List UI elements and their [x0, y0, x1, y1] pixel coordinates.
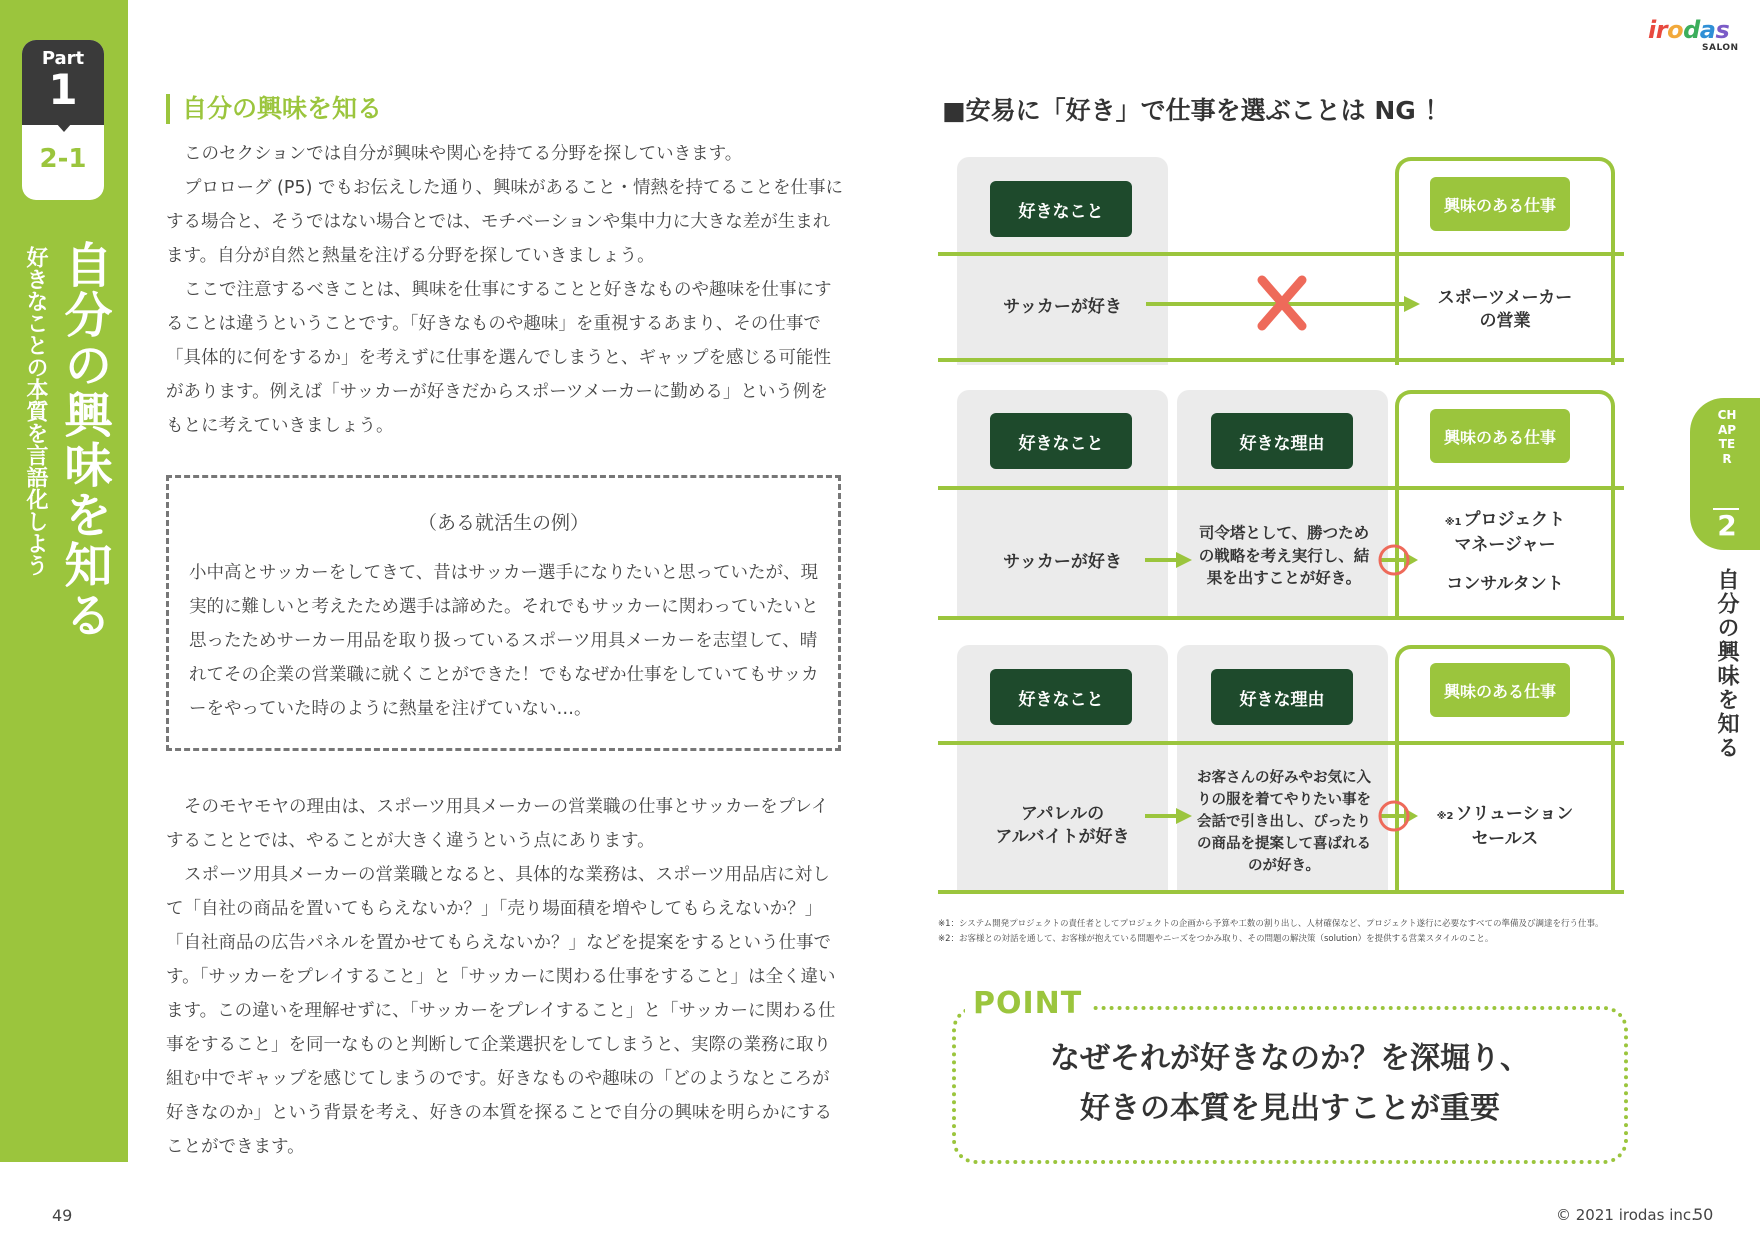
vertical-section-title: 自分の興味を知る [56, 240, 112, 640]
section-heading: 自分の興味を知る [166, 94, 382, 124]
chapter-number: 2 [1717, 509, 1737, 542]
paragraph: そのモヤモヤの理由は、スポーツ用具メーカーの営業職の仕事とサッカーをプレイすることとでは、やることが大きく違うという点にあります。 [166, 797, 829, 851]
paragraph: このセクションでは自分が興味や関心を持てる分野を探していきます。 [184, 144, 743, 164]
reason-label: 好きな理由 [1211, 413, 1353, 469]
row2-job-text: ※1 プロジェクト マネージャー [1444, 509, 1566, 555]
row1-arrow [1146, 296, 1420, 312]
example-box [166, 475, 841, 751]
like-label: 好きなこと [990, 669, 1132, 725]
paragraph: スポーツ用具メーカーの営業職となると、具体的な業務は、スポーツ用品店に対して「自社の商品を置いてもらえないか？」「売り場面積を増やしてもらえないか？」「自社商品の広告パネルを置かせてもらえないか？」などを提案をするという仕事です。「サッカーをプレイすること」と「サッカーに関わる仕事をすること」は全く違います。この違いを理解せずに、「サッカーをプレイすること」と「サッカーに関わる仕事をすること」を同一なものと判断して企業選択をしてしまうと、実際の業務に取り組む中でギャップを感じてしまうのです。好きなものや趣味の「どのようなところが好きなのか」という背景を考え、好きの本質を探ることで自分の興味を明らかにすることができます。 [166, 865, 836, 1157]
row1-job-text: スポーツメーカー の営業 [1437, 288, 1573, 331]
like-label: 好きなこと [990, 413, 1132, 469]
section-number: 2-1 [39, 144, 87, 174]
point-line: なぜそれが好きなのか？を深堀り、 [1050, 1041, 1530, 1076]
logo-wordmark: irodas [1648, 16, 1730, 44]
ng-cross-icon [1262, 280, 1302, 326]
like-label: 好きなこと [990, 181, 1132, 237]
intro-text [166, 137, 844, 443]
part-number: 1 [48, 65, 78, 114]
point-text [952, 1034, 1628, 1134]
row2-job-text-2: コンサルタント [1446, 573, 1564, 594]
diagram-title: ■安易に「好き」で仕事を選ぶことは NG ！ [942, 96, 1450, 125]
part-tab-notch [56, 123, 72, 132]
row3-reason-text: お客さんの好みやお気に入りの服を着てやりたい事を会話で引き出し、ぴったりの商品を提案して喜ばれるのが好き。 [1197, 770, 1371, 874]
table-rule [938, 252, 1624, 256]
copyright: © 2021 irodas inc. [1556, 1206, 1696, 1224]
row1-like-text: サッカーが好き [1003, 296, 1122, 317]
page-number-left: 49 [52, 1206, 73, 1225]
example-text: 小中高とサッカーをしてきて、昔はサッカー選手になりたいと思っていたが、現実的に難しいと考えたため選手は諦めた。それでもサッカーに関わっていたいと思ったためサーカー用品を取り扱っているスポーツ用具メーカーを志望して、晴れてその企業の営業職に就くことができた！でもなぜか仕事をしていてもサッカーをやっていた時のように熱量を注げていない…。 [189, 563, 819, 719]
job-label: 興味のある仕事 [1430, 663, 1570, 717]
part-label: Part [41, 48, 85, 69]
logo-subtitle: SALON [1702, 43, 1739, 53]
row2-like-text: サッカーが好き [1003, 551, 1122, 572]
explanation-text [166, 790, 844, 1164]
footnote-mark: ※2 [1436, 810, 1454, 822]
table-rule [938, 741, 1624, 745]
page-number-right: 50 [1693, 1205, 1714, 1224]
table-rule [938, 890, 1624, 894]
vertical-section-subtitle: 好きなことの本質を言語化しよう [23, 246, 48, 576]
footnote-mark: ※1 [1444, 516, 1462, 528]
table-rule [938, 616, 1624, 620]
example-title: （ある就活生の例） [417, 512, 589, 534]
reason-label: 好きな理由 [1211, 669, 1353, 725]
job-label: 興味のある仕事 [1430, 409, 1570, 463]
row3-like-text: アパレルの アルバイトが好き [995, 804, 1130, 847]
job-label: 興味のある仕事 [1430, 177, 1570, 231]
chapter-label: CHAPTER [1717, 408, 1737, 466]
paragraph: ここで注意するべきことは、興味を仕事にすることと好きなものや趣味を仕事にすることは違うということです。「好きなものや趣味」を重視するあまり、その仕事で「具体的に何をするか」を考えずに仕事を選んでしまうと、ギャップを感じる可能性があります。例えば「サッカーが好きだからスポーツメーカーに勤める」という例をもとに考えていきましょう。 [166, 280, 832, 436]
row2-reason-text: 司令塔として、勝つための戦略を考え実行し、結果を出すことが好き。 [1198, 524, 1370, 588]
footnote-1: ※1：システム開発プロジェクトの責任者としてプロジェクトの企画から予算や工数の割り出し、人材確保など、プロジェクト遂行に必要なすべての準備及び調達を行う仕事。 [938, 919, 1604, 929]
paragraph: プロローグ (P5) でもお伝えした通り、興味があること・情熱を持てることを仕事にする場合と、そうではない場合とでは、モチベーションや集中力に大きな差が生まれます。自分が自然と熱量を注げる分野を探していきましょう。 [166, 178, 843, 266]
point-line: 好きの本質を見出すことが重要 [1080, 1091, 1500, 1126]
chapter-title: 自分の興味を知る [1714, 568, 1739, 760]
table-rule [938, 358, 1624, 362]
footnote-2: ※2：お客様との対話を通して、お客様が抱えている問題やニーズをつかみ取り、その問題の解決策（solution）を提供する営業スタイルのこと。 [938, 934, 1494, 944]
point-label: POINT [965, 986, 1090, 1021]
row3-job-text: ※2 ソリューション セールス [1436, 803, 1574, 849]
footnotes [938, 917, 1604, 947]
table-rule [938, 486, 1624, 490]
irodas-salon-logo [1648, 16, 1748, 56]
